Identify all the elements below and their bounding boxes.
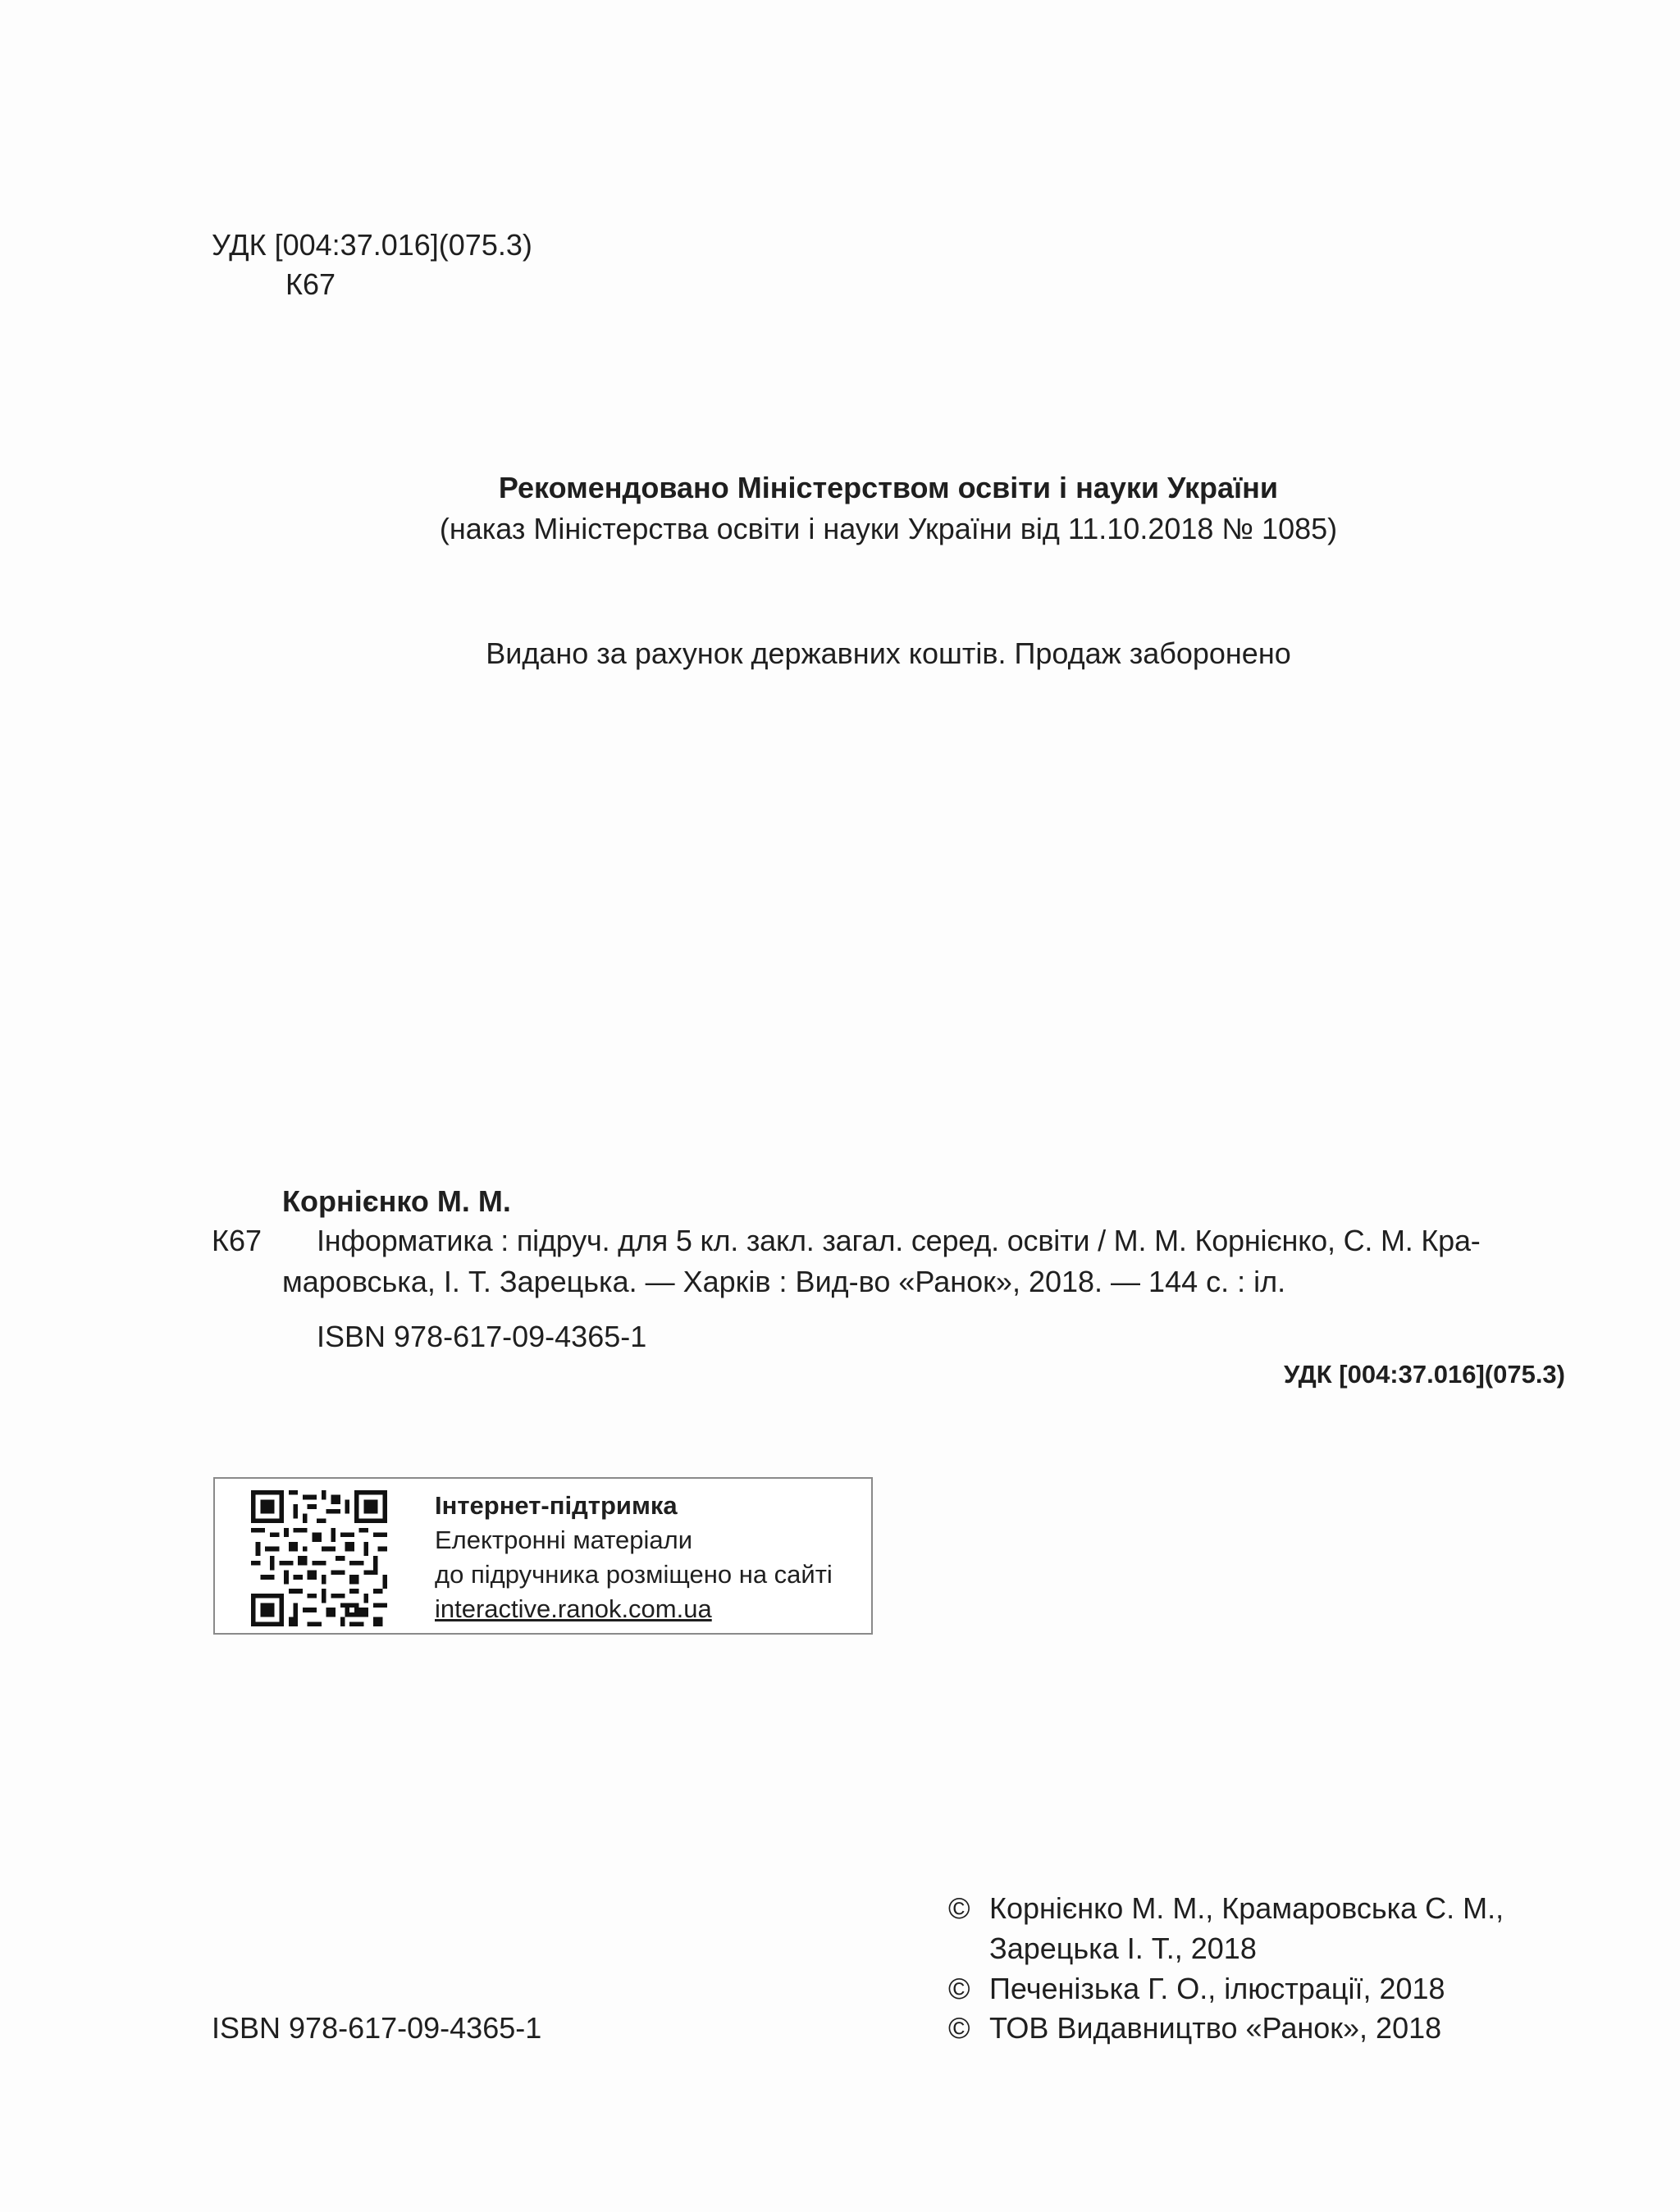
support-link[interactable]: interactive.ranok.com.ua	[435, 1594, 712, 1623]
recommendation-title: Рекомендовано Міністерством освіти і науки України	[498, 471, 1279, 504]
support-title: Інтернет-підтримка	[435, 1491, 678, 1520]
support-box	[213, 1477, 873, 1635]
copyright-text-3: Печенізька Г. О., ілюстрації, 2018	[989, 1972, 1445, 2005]
recommendation-order: (наказ Міністерства освіти і науки України від 11.10.2018 № 1085)	[439, 512, 1338, 545]
bib-code: К67	[212, 1224, 262, 1257]
copyright-symbol-3: ©	[948, 1972, 970, 2005]
bib-line-2: маровська, І. Т. Зарецька. — Харків : Вид-во «Ранок», 2018. — 144 с. : іл.	[282, 1265, 1286, 1298]
udk-header: УДК [004:37.016](075.3)	[212, 228, 532, 262]
copyright-symbol-4: ©	[948, 2011, 970, 2045]
bib-isbn: ISBN 978-617-09-4365-1	[317, 1320, 647, 1353]
isbn-bottom: ISBN 978-617-09-4365-1	[212, 2011, 542, 2045]
copyright-text-1: Корнієнко М. М., Крамаровська С. М.,	[989, 1891, 1504, 1925]
qr-code-icon	[249, 1490, 389, 1626]
support-text	[435, 1489, 833, 1626]
sale-notice: Видано за рахунок державних коштів. Продаж заборонено	[486, 636, 1291, 670]
udk-code: К67	[285, 267, 336, 301]
copyright-symbol-1: ©	[948, 1891, 970, 1925]
support-line-1: Електронні матеріали	[435, 1526, 693, 1554]
bib-udk: УДК [004:37.016](075.3)	[1283, 1360, 1565, 1389]
bib-line-1: Інформатика : підруч. для 5 кл. закл. загал. серед. освіти / М. М. Корнієнко, С. М. Кра-	[317, 1224, 1481, 1257]
copyright-text-4: ТОВ Видавництво «Ранок», 2018	[989, 2011, 1442, 2045]
copyright-text-2: Зарецька І. Т., 2018	[989, 1932, 1257, 1965]
support-line-2: до підручника розміщено на сайті	[435, 1560, 833, 1589]
bib-author: Корнієнко М. М.	[282, 1184, 511, 1218]
